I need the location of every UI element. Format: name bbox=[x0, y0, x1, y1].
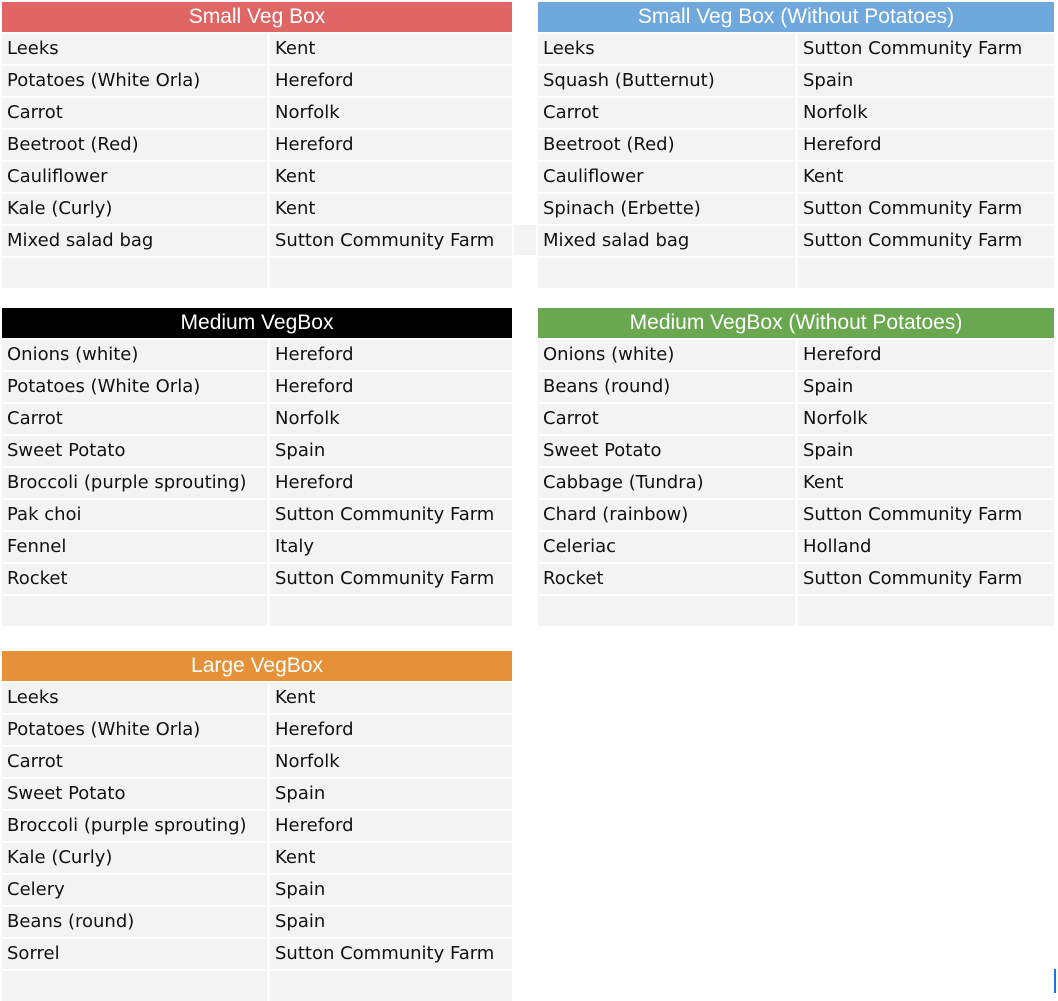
vegetable-cell[interactable]: Beans (round) bbox=[2, 907, 267, 937]
table-row bbox=[2, 715, 512, 745]
table-row bbox=[2, 340, 512, 370]
table-row bbox=[538, 226, 1054, 256]
vegetable-cell[interactable]: Potatoes (White Orla) bbox=[2, 66, 267, 96]
large-vegbox-table bbox=[2, 651, 512, 1001]
vegetable-cell[interactable]: Celery bbox=[2, 875, 267, 905]
vegetable-cell[interactable]: Kale (Curly) bbox=[2, 194, 267, 224]
origin-cell[interactable]: Norfolk bbox=[270, 98, 512, 128]
vegetable-cell[interactable]: Chard (rainbow) bbox=[538, 500, 795, 530]
table-row bbox=[538, 564, 1054, 594]
origin-cell[interactable]: Norfolk bbox=[798, 404, 1054, 434]
vegetable-cell[interactable]: Sweet Potato bbox=[538, 436, 795, 466]
table-row bbox=[2, 436, 512, 466]
table-row bbox=[2, 372, 512, 402]
origin-cell[interactable]: Hereford bbox=[270, 66, 512, 96]
origin-cell[interactable]: Norfolk bbox=[270, 404, 512, 434]
table-row bbox=[538, 532, 1054, 562]
small-veg-box-table bbox=[2, 2, 512, 288]
empty-spreadsheet-cell[interactable] bbox=[514, 225, 536, 255]
table-row bbox=[2, 162, 512, 192]
vegetable-cell[interactable]: Sweet Potato bbox=[2, 779, 267, 809]
vegetable-cell[interactable]: Cauliflower bbox=[538, 162, 795, 192]
vegetable-cell[interactable] bbox=[2, 971, 267, 1001]
origin-cell[interactable]: Hereford bbox=[270, 468, 512, 498]
origin-cell[interactable] bbox=[270, 971, 512, 1001]
table-row bbox=[538, 162, 1054, 192]
table-row bbox=[2, 130, 512, 160]
vegetable-cell[interactable]: Rocket bbox=[2, 564, 267, 594]
vegetable-cell[interactable]: Squash (Butternut) bbox=[538, 66, 795, 96]
table-row bbox=[538, 372, 1054, 402]
vegetable-cell[interactable]: Fennel bbox=[2, 532, 267, 562]
vegetable-cell[interactable]: Mixed salad bag bbox=[2, 226, 267, 256]
box-title: Medium VegBox bbox=[2, 308, 512, 338]
vegetable-cell[interactable]: Leeks bbox=[2, 34, 267, 64]
vegetable-cell[interactable]: Sweet Potato bbox=[2, 436, 267, 466]
origin-cell[interactable]: Sutton Community Farm bbox=[798, 226, 1054, 256]
origin-cell[interactable]: Hereford bbox=[270, 372, 512, 402]
origin-cell[interactable]: Italy bbox=[270, 532, 512, 562]
origin-cell[interactable]: Spain bbox=[270, 779, 512, 809]
vegetable-cell[interactable]: Carrot bbox=[538, 98, 795, 128]
vegetable-cell[interactable]: Carrot bbox=[538, 404, 795, 434]
origin-cell[interactable]: Norfolk bbox=[798, 98, 1054, 128]
vegetable-cell[interactable]: Beetroot (Red) bbox=[538, 130, 795, 160]
origin-cell[interactable]: Kent bbox=[798, 468, 1054, 498]
vegetable-cell[interactable]: Sorrel bbox=[2, 939, 267, 969]
vegetable-cell[interactable]: Beetroot (Red) bbox=[2, 130, 267, 160]
origin-cell[interactable]: Spain bbox=[270, 907, 512, 937]
origin-cell[interactable]: Sutton Community Farm bbox=[270, 564, 512, 594]
origin-cell[interactable]: Sutton Community Farm bbox=[798, 194, 1054, 224]
vegetable-cell[interactable]: Cauliflower bbox=[2, 162, 267, 192]
origin-cell[interactable] bbox=[270, 596, 512, 626]
table-row bbox=[2, 66, 512, 96]
origin-cell[interactable]: Spain bbox=[798, 436, 1054, 466]
vegetable-cell[interactable] bbox=[538, 596, 795, 626]
origin-cell[interactable]: Kent bbox=[270, 162, 512, 192]
origin-cell[interactable]: Hereford bbox=[270, 811, 512, 841]
vegetable-cell[interactable]: Leeks bbox=[538, 34, 795, 64]
origin-cell[interactable]: Holland bbox=[798, 532, 1054, 562]
table-row bbox=[2, 404, 512, 434]
vegetable-cell[interactable]: Carrot bbox=[2, 98, 267, 128]
origin-cell[interactable]: Spain bbox=[798, 372, 1054, 402]
box-title: Small Veg Box bbox=[2, 2, 512, 32]
table-row bbox=[538, 66, 1054, 96]
table-row bbox=[2, 875, 512, 905]
origin-cell[interactable]: Norfolk bbox=[270, 747, 512, 777]
table-row bbox=[2, 500, 512, 530]
table-row bbox=[538, 194, 1054, 224]
origin-cell[interactable]: Hereford bbox=[270, 340, 512, 370]
table-row bbox=[2, 779, 512, 809]
vegetable-cell[interactable]: Cabbage (Tundra) bbox=[538, 468, 795, 498]
vegetable-cell[interactable]: Broccoli (purple sprouting) bbox=[2, 468, 267, 498]
table-row bbox=[2, 907, 512, 937]
origin-cell[interactable]: Sutton Community Farm bbox=[798, 564, 1054, 594]
cell-selection-marker bbox=[1054, 969, 1056, 993]
table-row bbox=[2, 971, 512, 1001]
table-row bbox=[538, 98, 1054, 128]
vegetable-cell[interactable]: Beans (round) bbox=[538, 372, 795, 402]
table-row bbox=[2, 683, 512, 713]
origin-cell[interactable]: Spain bbox=[270, 436, 512, 466]
vegetable-cell[interactable]: Carrot bbox=[2, 404, 267, 434]
vegetable-cell[interactable]: Potatoes (White Orla) bbox=[2, 715, 267, 745]
table-row bbox=[538, 340, 1054, 370]
vegetable-cell[interactable]: Pak choi bbox=[2, 500, 267, 530]
table-row bbox=[538, 436, 1054, 466]
table-row bbox=[2, 843, 512, 873]
vegetable-cell[interactable]: Leeks bbox=[2, 683, 267, 713]
table-row bbox=[2, 226, 512, 256]
table-row bbox=[538, 468, 1054, 498]
table-row bbox=[2, 564, 512, 594]
origin-cell[interactable]: Sutton Community Farm bbox=[270, 939, 512, 969]
vegetable-cell[interactable] bbox=[2, 258, 267, 288]
box-title: Medium VegBox (Without Potatoes) bbox=[538, 308, 1054, 338]
origin-cell[interactable]: Spain bbox=[270, 875, 512, 905]
origin-cell[interactable]: Sutton Community Farm bbox=[798, 34, 1054, 64]
table-row bbox=[538, 258, 1054, 288]
table-row bbox=[2, 34, 512, 64]
table-row bbox=[538, 34, 1054, 64]
origin-cell[interactable]: Kent bbox=[270, 683, 512, 713]
table-row bbox=[2, 939, 512, 969]
medium-vegbox-without-potatoes-table bbox=[538, 308, 1054, 626]
table-row bbox=[2, 258, 512, 288]
small-veg-box-without-potatoes-table bbox=[538, 2, 1054, 288]
origin-cell[interactable]: Sutton Community Farm bbox=[270, 226, 512, 256]
vegetable-cell[interactable]: Onions (white) bbox=[538, 340, 795, 370]
origin-cell[interactable]: Spain bbox=[798, 66, 1054, 96]
vegetable-cell[interactable]: Carrot bbox=[2, 747, 267, 777]
origin-cell[interactable]: Hereford bbox=[798, 340, 1054, 370]
table-row bbox=[2, 747, 512, 777]
box-title: Large VegBox bbox=[2, 651, 512, 681]
vegetable-cell[interactable]: Spinach (Erbette) bbox=[538, 194, 795, 224]
table-row bbox=[2, 194, 512, 224]
origin-cell[interactable] bbox=[798, 596, 1054, 626]
table-row bbox=[538, 404, 1054, 434]
vegetable-cell[interactable] bbox=[538, 258, 795, 288]
table-row bbox=[538, 130, 1054, 160]
origin-cell[interactable]: Kent bbox=[270, 843, 512, 873]
origin-cell[interactable]: Kent bbox=[270, 194, 512, 224]
table-row bbox=[538, 596, 1054, 626]
vegetable-cell[interactable]: Broccoli (purple sprouting) bbox=[2, 811, 267, 841]
medium-vegbox-table bbox=[2, 308, 512, 626]
origin-cell[interactable]: Hereford bbox=[270, 130, 512, 160]
origin-cell[interactable]: Hereford bbox=[270, 715, 512, 745]
table-row bbox=[2, 532, 512, 562]
vegetable-cell[interactable]: Kale (Curly) bbox=[2, 843, 267, 873]
table-row bbox=[2, 468, 512, 498]
origin-cell[interactable] bbox=[270, 258, 512, 288]
origin-cell[interactable] bbox=[798, 258, 1054, 288]
vegetable-cell[interactable]: Rocket bbox=[538, 564, 795, 594]
origin-cell[interactable]: Sutton Community Farm bbox=[798, 500, 1054, 530]
vegetable-cell[interactable] bbox=[2, 596, 267, 626]
origin-cell[interactable]: Kent bbox=[798, 162, 1054, 192]
origin-cell[interactable]: Kent bbox=[270, 34, 512, 64]
table-row bbox=[2, 811, 512, 841]
vegetable-cell[interactable]: Mixed salad bag bbox=[538, 226, 795, 256]
table-row bbox=[2, 596, 512, 626]
vegetable-cell[interactable]: Potatoes (White Orla) bbox=[2, 372, 267, 402]
box-title: Small Veg Box (Without Potatoes) bbox=[538, 2, 1054, 32]
origin-cell[interactable]: Hereford bbox=[798, 130, 1054, 160]
table-row bbox=[2, 98, 512, 128]
vegetable-cell[interactable]: Celeriac bbox=[538, 532, 795, 562]
table-row bbox=[538, 500, 1054, 530]
origin-cell[interactable]: Sutton Community Farm bbox=[270, 500, 512, 530]
vegetable-cell[interactable]: Onions (white) bbox=[2, 340, 267, 370]
